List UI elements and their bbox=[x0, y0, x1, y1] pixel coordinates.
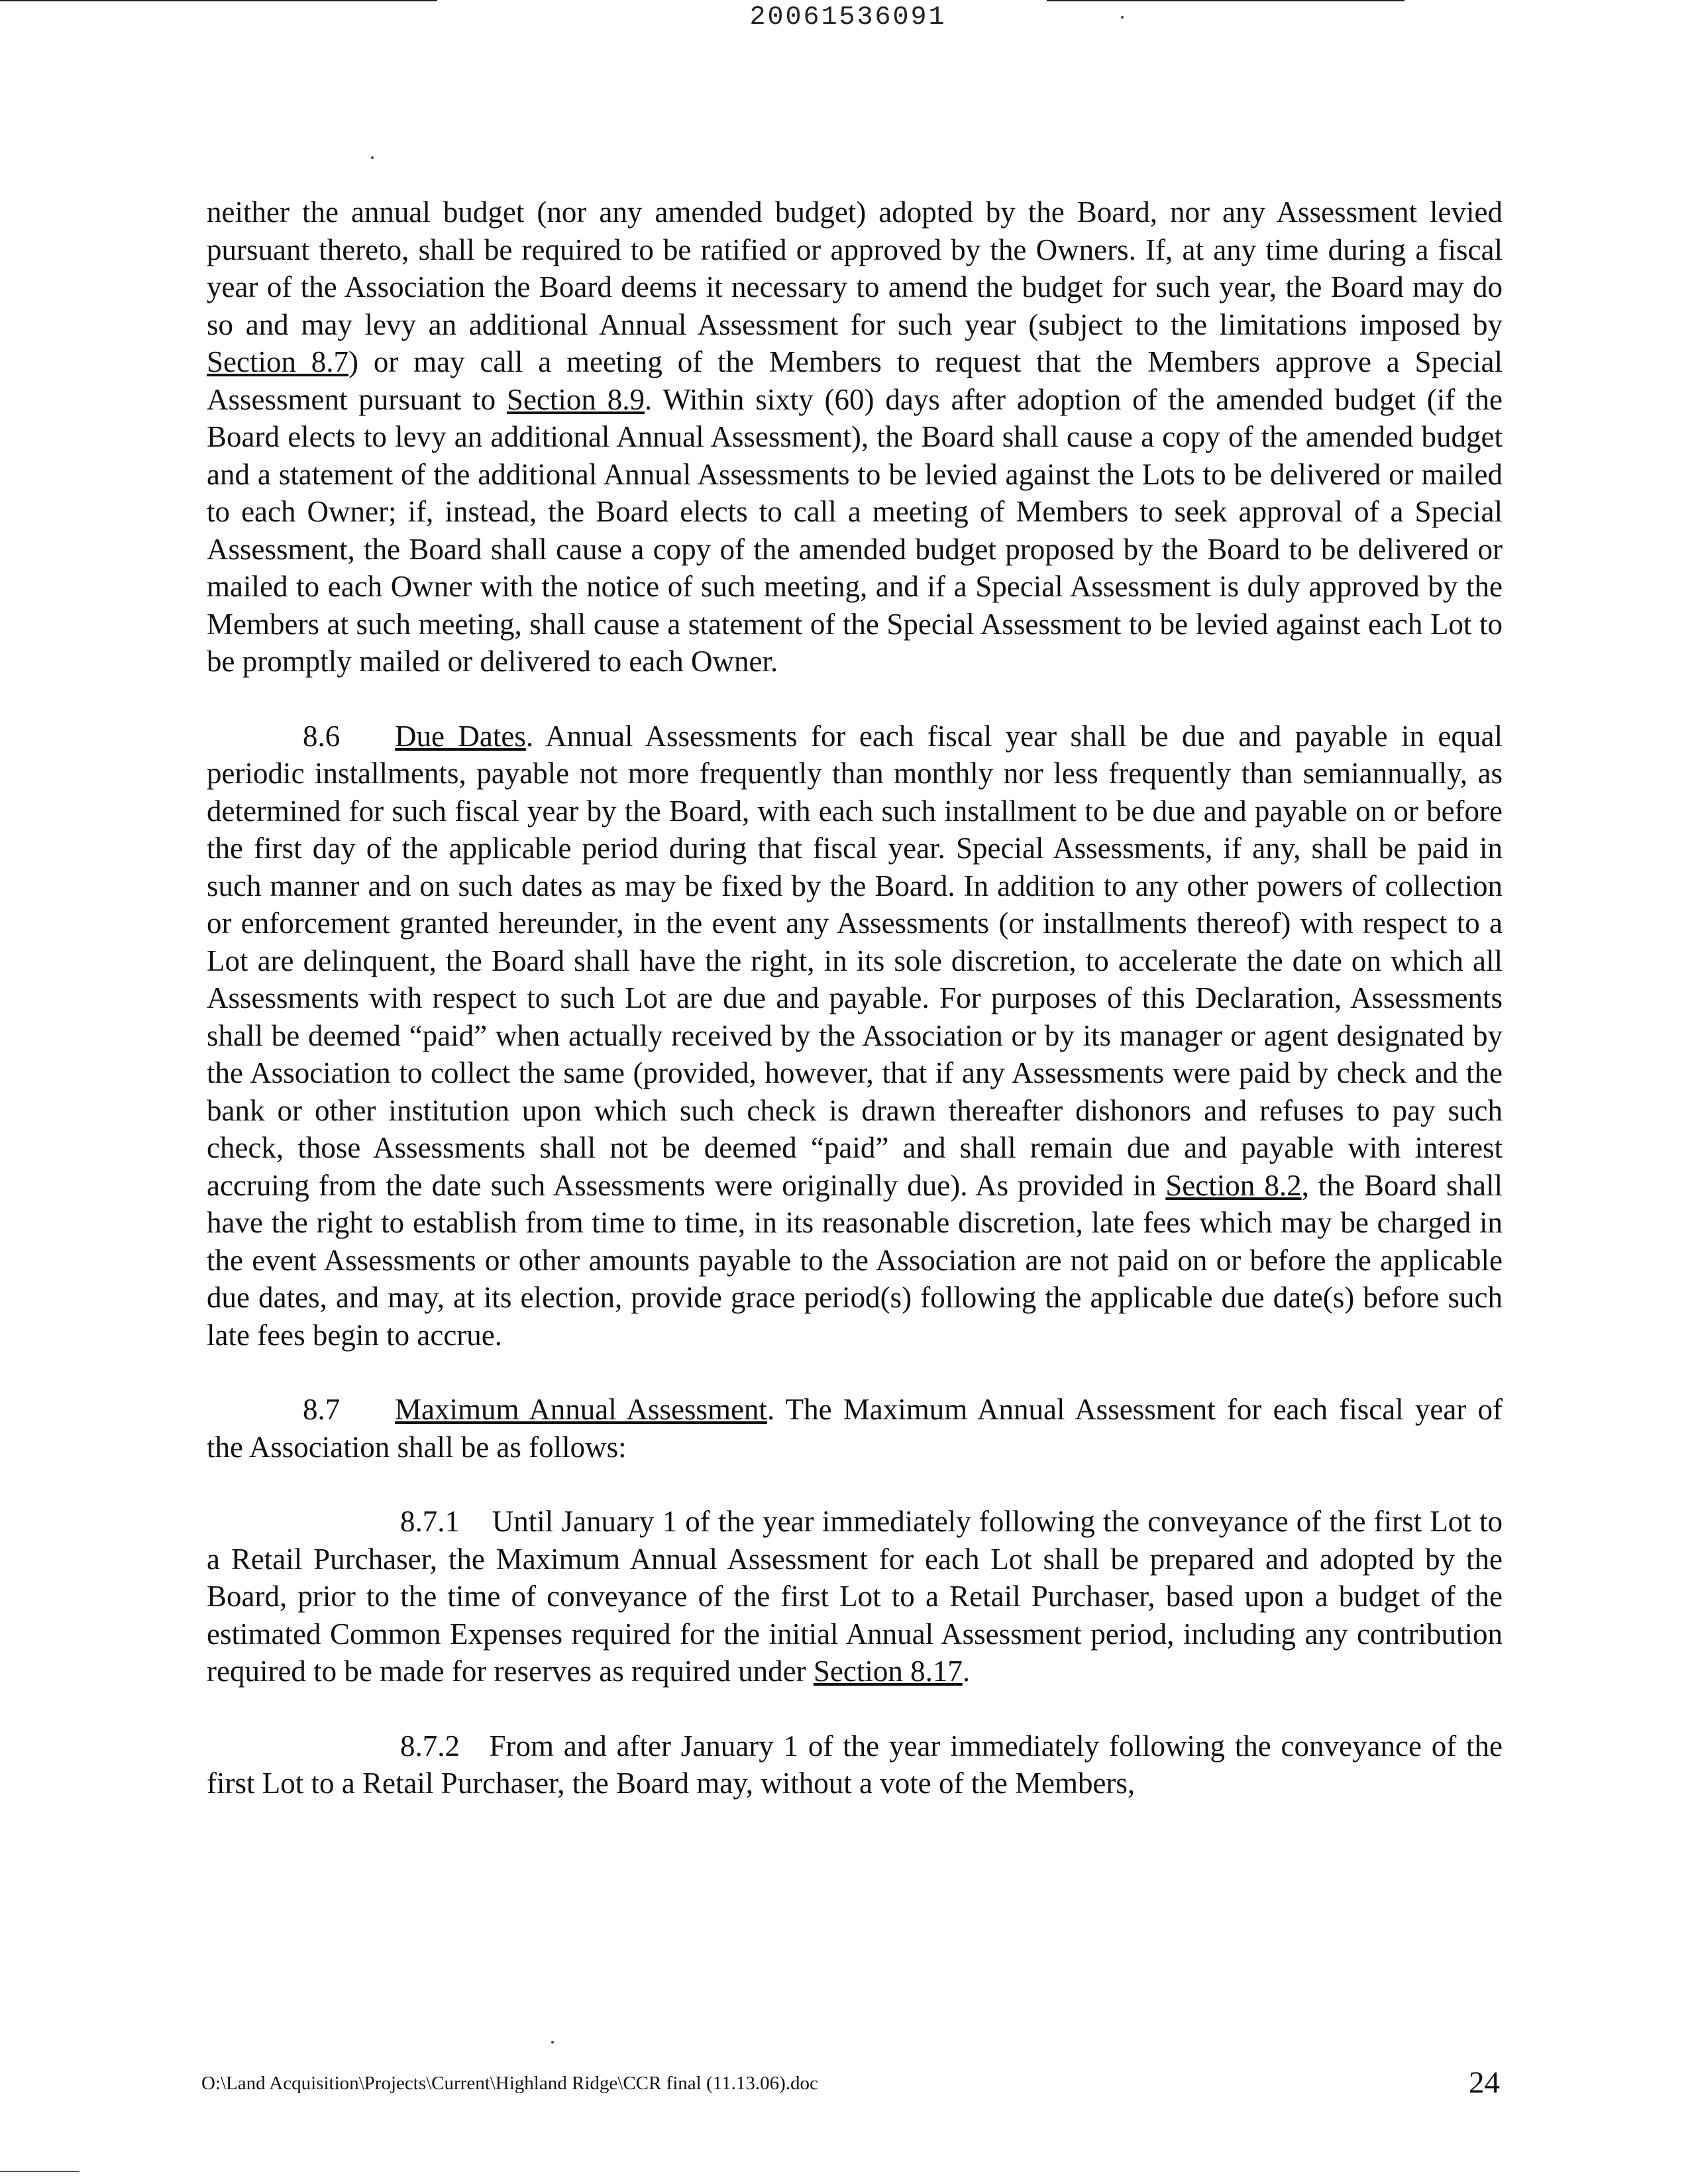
section-ref-8-9: Section 8.9 bbox=[506, 382, 645, 416]
section-ref-8-17: Section 8.17 bbox=[813, 1655, 963, 1688]
section-8-7-1: 8.7.1 Until January 1 of the year immediately following the conveyance of the first Lot to a Retail Purchaser, the Maximum Annual Assessment for each Lot shall be prepared and adopted by the Board, prior to the time of conveyance of the first Lot to a Retail Purchaser, based upon a budget of the estimated Common Expenses required for the initial Annual Assessment period, including any contribution required to be made for reserves as required under Section 8.17. bbox=[207, 1505, 1503, 1688]
bottom-rule bbox=[0, 2171, 80, 2172]
section-ref-8-7: Section 8.7 bbox=[207, 345, 349, 378]
footer-file-path: O:\Land Acquisition\Projects\Current\Highland Ridge\CCR final (11.13.06).doc bbox=[201, 2073, 818, 2094]
scan-speck bbox=[1121, 16, 1124, 19]
section-number: 8.7 bbox=[303, 1393, 341, 1426]
document-stamp-number: 20061536091 bbox=[749, 3, 947, 32]
section-number: 8.6 bbox=[303, 719, 341, 753]
section-number: 8.7.1 bbox=[400, 1505, 460, 1538]
section-title: Maximum Annual Assessment bbox=[395, 1393, 767, 1426]
scan-speck bbox=[551, 2041, 554, 2044]
top-rule-left bbox=[0, 0, 437, 1]
section-8-7: 8.7 Maximum Annual Assessment. The Maximum Annual Assessment for each fiscal year of the Association shall be as follows: bbox=[207, 1391, 1503, 1466]
document-body bbox=[207, 193, 1503, 1839]
section-ref-8-2: Section 8.2 bbox=[1165, 1168, 1302, 1202]
section-number: 8.7.2 bbox=[400, 1729, 460, 1763]
section-title: Due Dates bbox=[395, 719, 526, 753]
page-number: 24 bbox=[1469, 2065, 1500, 2100]
paragraph-budget-continued: neither the annual budget (nor any amended budget) adopted by the Board, nor any Assessment levied pursuant thereto, shall be required to be ratified or approved by the Owners. If, at any time during a fiscal year of the Association the Board deems it necessary to amend the budget for such year, the Board may do so and may levy an additional Annual Assessment for such year (subject to the limitations imposed by Section 8.7) or may call a meeting of the Members to request that the Members approve a Special Assessment pursuant to Section 8.9. Within sixty (60) days after adoption of the amended budget (if the Board elects to levy an additional Annual Assessment), the Board shall cause a copy of the amended budget and a statement of the additional Annual Assessments to be levied against the Lots to be delivered or mailed to each Owner; if, instead, the Board elects to call a meeting of Members to seek approval of a Special Assessment, the Board shall cause a copy of the amended budget proposed by the Board to be delivered or mailed to each Owner with the notice of such meeting, and if a Special Assessment is duly approved by the Members at such meeting, shall cause a statement of the Special Assessment to be levied against each Lot to be promptly mailed or delivered to each Owner. bbox=[207, 195, 1503, 678]
section-8-7-2: 8.7.2 From and after January 1 of the year immediately following the conveyance of the first Lot to a Retail Purchaser, the Board may, without a vote of the Members, bbox=[207, 1729, 1503, 1800]
scan-speck bbox=[371, 156, 374, 159]
section-8-6: 8.6 Due Dates. Annual Assessments for each fiscal year shall be due and payable in equal periodic installments, payable not more frequently than monthly nor less frequently than semiannually, as determined for such fiscal year by the Board, with each such installment to be due and payable on or before the first day of the applicable period during that fiscal year. Special Assessments, if any, shall be paid in such manner and on such dates as may be fixed by the Board. In addition to any other powers of collection or enforcement granted hereunder, in the event any Assessments (or installments thereof) with respect to a Lot are delinquent, the Board shall have the right, in its sole discretion, to accelerate the date on which all Assessments with respect to such Lot are due and payable. For purposes of this Declaration, Assessments shall be deemed “paid” when actually received by the Association or by its manager or agent designated by the Association to collect the same (provided, however, that if any Assessments were paid by check and the bank or other institution upon which such check is drawn thereafter dishonors and refuses to pay such check, those Assessments shall not be deemed “paid” and shall remain due and payable with interest accruing from the date such Assessments were originally due). As provided in Section 8.2, the Board shall have the right to establish from time to time, in its reasonable discretion, late fees which may be charged in the event Assessments or other amounts payable to the Association are not paid on or before the applicable due dates, and may, at its election, provide grace period(s) following the applicable due date(s) before such late fees begin to accrue. bbox=[207, 718, 1503, 1354]
top-rule-right bbox=[1047, 0, 1404, 1]
